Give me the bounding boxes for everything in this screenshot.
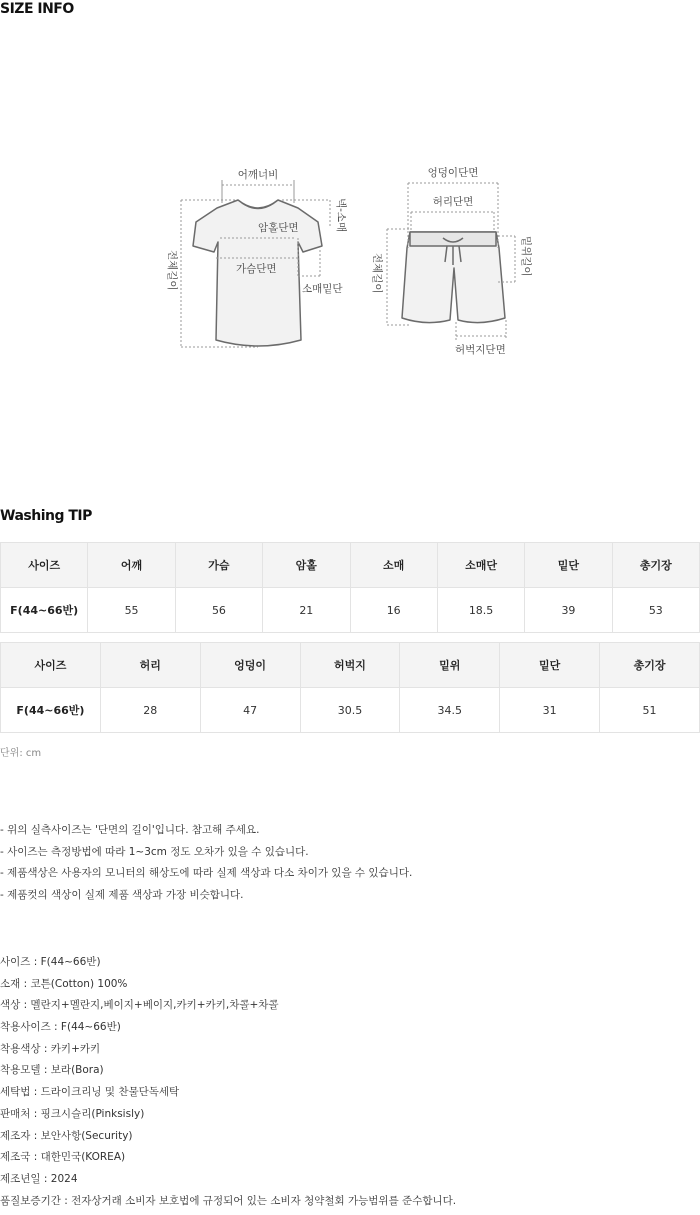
table-header-cell: 사이즈 — [1, 643, 101, 688]
note-line: - 제품컷의 색상이 실제 제품 색상과 가장 비슷합니다. — [0, 889, 244, 902]
washing-tip-title: Washing TIP — [0, 508, 92, 524]
table-cell-size: F(44~66반) — [1, 588, 88, 633]
table-header-row — [1, 543, 700, 588]
table-cell: 53 — [612, 588, 699, 633]
note-line: - 제품색상은 사용자의 모니터의 해상도에 따라 실제 색상과 다소 차이가 있을 수 있습니다. — [0, 867, 413, 880]
unit-note: 단위: cm — [0, 748, 42, 759]
spec-line: 착용사이즈 : F(44~66반) — [0, 1021, 121, 1034]
size-info-title: SIZE INFO — [0, 1, 74, 17]
spec-line: 제조년일 : 2024 — [0, 1172, 78, 1185]
table-cell: 16 — [350, 588, 437, 633]
note-line: - 위의 실측사이즈는 '단면의 길이'입니다. 참고해 주세요. — [0, 824, 260, 836]
label-neck-sleeve: 넥-소매 — [335, 198, 347, 233]
table-cell: 56 — [175, 588, 262, 633]
table-header-row — [1, 643, 700, 688]
shorts-illustration — [402, 232, 505, 323]
table-cell: 31 — [500, 688, 600, 733]
spec-line: 품질보증기간 : 전자상거래 소비자 보호법에 규정되어 있는 소비자 청약철회 가능범위를 준수합니다. — [0, 1194, 457, 1207]
top-size-table — [0, 542, 700, 633]
bottom-size-table — [0, 642, 700, 733]
label-top-total-length: 전체길이 — [166, 250, 178, 291]
table-header-cell: 엉덩이 — [200, 643, 300, 688]
table-cell: 34.5 — [400, 688, 500, 733]
label-rise: 밑위길이 — [520, 236, 532, 277]
table-header-cell: 허리 — [100, 643, 200, 688]
spec-line: 색상 : 멜란지+멜란지,베이지+베이지,카키+카키,차콜+차콜 — [0, 999, 279, 1012]
table-cell: 28 — [100, 688, 200, 733]
table-header-cell: 암홀 — [263, 543, 350, 588]
label-chest: 가슴단면 — [236, 263, 277, 275]
label-hip: 엉덩이단면 — [427, 167, 479, 179]
table-cell: 39 — [525, 588, 612, 633]
note-line: - 사이즈는 측정방법에 따라 1~3cm 정도 오차가 있을 수 있습니다. — [0, 845, 309, 858]
label-shoulder-width: 어깨너비 — [237, 169, 279, 181]
spec-line: 제조자 : 보안사항(Security) — [0, 1129, 133, 1142]
table-cell: 51 — [600, 688, 700, 733]
spec-line: 사이즈 : F(44~66반) — [0, 956, 101, 968]
table-row — [1, 588, 700, 633]
label-bottom-total-length: 전체길이 — [371, 253, 383, 294]
table-cell: 55 — [88, 588, 175, 633]
measurement-notes — [0, 823, 412, 910]
table-cell: 21 — [263, 588, 350, 633]
table-header-cell: 밑단 — [525, 543, 612, 588]
table-header-cell: 밑단 — [500, 643, 600, 688]
table-header-cell: 총기장 — [612, 543, 699, 588]
garment-measurement-diagram — [0, 0, 700, 380]
label-waist: 허리단면 — [432, 196, 474, 208]
table-header-cell: 허벅지 — [300, 643, 400, 688]
table-header-cell: 사이즈 — [1, 543, 88, 588]
table-header-cell: 소매단 — [437, 543, 524, 588]
table-header-cell: 가슴 — [175, 543, 262, 588]
table-row — [1, 688, 700, 733]
spec-line: 판매처 : 핑크시슬리(Pinksisly) — [0, 1107, 145, 1120]
table-header-cell: 어깨 — [88, 543, 175, 588]
spec-line: 세탁법 : 드라이크리닝 및 찬물단독세탁 — [0, 1086, 180, 1099]
spec-line: 소재 : 코튼(Cotton) 100% — [0, 977, 128, 990]
table-header-cell: 총기장 — [600, 643, 700, 688]
table-cell: 18.5 — [437, 588, 524, 633]
label-thigh: 허벅지단면 — [455, 344, 506, 356]
table-cell-size: F(44~66반) — [1, 688, 101, 733]
label-sleeve-hem: 소매밑단 — [302, 283, 343, 295]
table-header-cell: 밑위 — [400, 643, 500, 688]
table-cell: 30.5 — [300, 688, 400, 733]
spec-line: 제조국 : 대한민국(KOREA) — [0, 1151, 126, 1164]
spec-line: 착용색상 : 카키+카키 — [0, 1042, 101, 1055]
table-header-cell: 소매 — [350, 543, 437, 588]
product-specs — [0, 955, 456, 1215]
table-cell: 47 — [200, 688, 300, 733]
label-armhole: 암홀단면 — [258, 222, 299, 234]
spec-line: 착용모델 : 보라(Bora) — [0, 1064, 104, 1077]
